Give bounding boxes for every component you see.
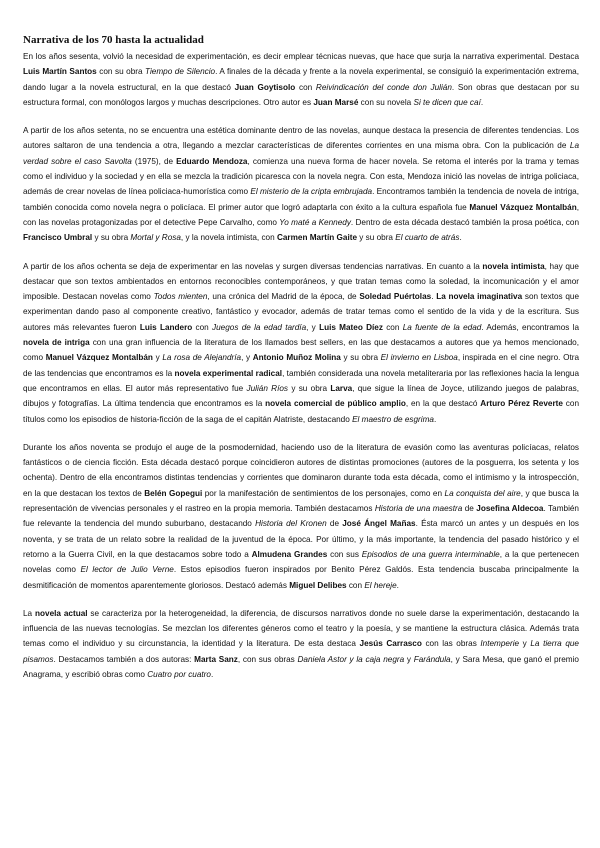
text-run: , comienza una nueva forma de hacer novela. Se retoma el interés por la trama y temas como el individuo y la sociedad y en ella se mezcla la tradición picaresca con la novela negra. Con esta, Mendoza inició las novelas de intriga policiaca, además de crear novelas de línea policiaca-humorística como <box>23 156 580 197</box>
text-run: A partir de los años ochenta se deja de experimentar en las novelas y surgen diversas tendencias narrativas. En cuanto a la <box>23 261 483 271</box>
text-run: . Destacamos también a dos autoras: <box>53 654 195 664</box>
text-run: y su obra <box>92 233 131 243</box>
paragraph <box>23 440 579 593</box>
text-run: y <box>404 654 414 664</box>
italic-text: Reivindicación del conde don Julián <box>315 82 452 92</box>
italic-text: Todos mienten <box>153 292 208 302</box>
text-run: . Además, encontramos la <box>481 322 579 332</box>
italic-text: El maestro de esgrima <box>352 414 434 424</box>
text-run: con <box>346 580 365 590</box>
bold-text: Belén Gopegui <box>144 488 203 498</box>
text-run: , inspirada en el cine negro. Otra de las tendencias que encontramos es la <box>23 353 579 378</box>
italic-text: El invierno en Lisboa <box>380 353 458 363</box>
bold-text: novela intimista <box>482 261 545 271</box>
text-run: y <box>152 353 163 363</box>
text-run: con sus <box>327 549 362 559</box>
text-run: , y <box>306 322 320 332</box>
text-run: y su obra <box>357 233 396 243</box>
text-run: . También fue relevante la tendencia del mundo suburbano, destacando <box>23 504 579 529</box>
italic-text: Yo maté a Kennedy <box>279 217 351 227</box>
bold-text: Manuel Vázquez Montalbán <box>469 202 577 212</box>
bold-text: La novela imaginativa <box>436 292 523 302</box>
bold-text: Soledad Puértolas <box>359 292 432 302</box>
text-run: con títulos como los episodios de historia-ficción de la saga de el capitán Alatriste, destacando <box>23 399 580 424</box>
text-run: de <box>326 519 343 529</box>
document-body <box>23 49 579 682</box>
text-run: con una gran influencia de la literatura de los llamados best sellers, en las que destacamos a autores que ya hemos mencionado, como <box>23 338 579 363</box>
text-run: se caracteriza por la heterogeneidad, la diferencia, de discursos narrativos donde no suele darse la experimentación, destacando la influencia de las nuevas tecnologías. Se mezclan los diferentes géneros como el teatro y la poesía, y se mantiene la estructura clásica. Además trata temas como el individuo y su circunstancia, la identidad y la literatura. De esta destaca <box>23 608 579 649</box>
text-run: . <box>480 97 484 107</box>
bold-text: Marta Sanz <box>194 654 238 664</box>
bold-text: Juan Marsé <box>313 97 359 107</box>
italic-text: Historia del Kronen <box>255 519 327 529</box>
text-run: , a la que pertenecen novelas como <box>23 549 580 575</box>
italic-text: La fuente de la edad <box>402 322 482 332</box>
text-run: con <box>192 322 213 332</box>
bold-text: novela experimental radical <box>174 368 283 378</box>
text-run: . Encontramos también la tendencia de novela de intriga, también conocida como novela negra o policíaca. El primer autor que logró adaptarla con éxito a la cultura española fue <box>23 187 579 212</box>
bold-text: Luis Mateo Díez <box>319 322 383 332</box>
text-run: . A finales de la década y frente a la novela experimental, se consiguió la experimentación extrema, dando lugar a la novela estructural, en la que destacó <box>23 67 579 92</box>
bold-text: José Ángel Mañas <box>342 519 416 529</box>
bold-text: Carmen Martín Gaite <box>276 233 358 243</box>
text-run: , y Sara Mesa, que ganó el premio Anagrama, y escribió obras como <box>23 654 579 679</box>
text-run: A partir de los años setenta, no se encuentra una estética dominante dentro de las novelas, aunque destaca la presencia de diferentes tendencias. Los autores saltaron de una tendencia a otra, llegando a mezclar características de diferentes corrientes en una misma obra. Con la publicación de <box>23 126 579 151</box>
text-run: son textos que experimentan dando paso al componente creativo, fantástico y evocador, además de tratar temas como el sentido de la vida y de la escritura. Sus autores más relevantes fueron <box>23 292 580 332</box>
text-run: y su obra <box>340 353 381 363</box>
text-run: Durante los años noventa se produjo el auge de la posmodernidad, haciendo uso de la literatura de evasión como las aventuras policíacas, relatos fantásticos o de ciencia ficción. Esta década destacó porque coincidieron autores de distintas promociones (autores de la posguerra, los setenta y los ochenta). Dentro de ella encontramos distintas tendencias y corrientes que dominaron durante toda esta década, como el intimismo y la introspección, en la que destacan los textos de <box>23 442 579 498</box>
italic-text: La conquista del aire <box>444 488 521 498</box>
bold-text: Miguel Delibes <box>289 580 347 590</box>
text-run: . <box>396 580 399 590</box>
italic-text: Daniela Astor y la caja negra <box>297 654 405 664</box>
text-run: (1975), de <box>131 156 177 166</box>
italic-text: Episodios de una guerra interminable <box>361 549 500 559</box>
italic-text: La tierra que pisamos <box>23 639 579 664</box>
text-run: , y la novela intimista, con <box>180 233 277 243</box>
text-run: , en la que destacó <box>405 399 481 409</box>
text-run: , y <box>241 353 253 363</box>
text-run: con las obras <box>421 639 481 649</box>
bold-text: Eduardo Mendoza <box>176 156 248 166</box>
italic-text: La verdad sobre el caso Savolta <box>23 141 579 166</box>
italic-text: Si te dicen que caí <box>413 97 481 107</box>
text-run: En los años sesenta, volvió la necesidad de experimentación, es decir emplear técnicas nuevas, que hace que surja la narrativa experimental. Destaca <box>23 52 579 61</box>
paragraph <box>23 259 579 427</box>
italic-text: Juegos de la edad tardía <box>212 322 307 332</box>
bold-text: Josefina Aldecoa <box>476 504 544 514</box>
text-run: con <box>295 82 316 92</box>
text-run: de <box>462 504 477 514</box>
italic-text: El lector de Julio Verne <box>80 565 174 575</box>
italic-text: Mortal y Rosa <box>130 233 181 243</box>
text-run: , también considerada una novela metaliteraria por las reflexiones hacia la lengua que encontramos en ellas. El autor más representativo fue <box>23 368 580 393</box>
italic-text: Cuatro por cuatro <box>147 669 211 679</box>
bold-text: Jesús Carrasco <box>359 639 422 649</box>
text-run: , que sigue la línea de Joyce, utilizando juegos de palabras, dibujos y fotografías. La última tendencia que encontramos es la <box>23 383 579 409</box>
text-run: . <box>210 669 214 679</box>
text-run: con su novela <box>358 97 414 107</box>
italic-text: Historia de una maestra <box>374 504 463 514</box>
text-run: , y que busca la representación de vivencias personales y el rastreo en la propia memoria. También destacamos <box>23 488 579 514</box>
bold-text: Luis Martín Santos <box>23 67 97 77</box>
text-run: La <box>23 608 36 618</box>
text-run: , con sus obras <box>237 654 298 664</box>
bold-text: novela de intriga <box>23 338 90 348</box>
italic-text: Julián Ríos <box>246 383 289 393</box>
bold-text: novela actual <box>35 608 88 618</box>
bold-text: Almudena Grandes <box>251 549 328 559</box>
bold-text: Larva <box>330 383 353 393</box>
bold-text: Juan Goytisolo <box>234 82 296 92</box>
text-run: . <box>431 292 437 302</box>
italic-text: El hereje <box>364 580 397 590</box>
paragraph <box>23 123 579 245</box>
text-run: . Dentro de esta década destacó también la prosa poética, con <box>350 217 579 227</box>
text-run: por la manifestación de sentimientos de los personajes, como en <box>202 488 445 498</box>
paragraph <box>23 49 579 110</box>
italic-text: El cuarto de atrás <box>395 233 460 243</box>
bold-text: Francisco Umbral <box>23 233 93 243</box>
document-title: Narrativa de los 70 hasta la actualidad <box>23 34 204 46</box>
text-run: y <box>519 639 531 649</box>
text-run: . Ésta marcó un antes y un después en los noventa, y se trata de un relato sobre la realidad de la juventud de la época. Por último, y la más importante, la tendencia del pasado histórico y el retorno a la Guerra Civil, en la que destacamos sobre todo a <box>23 519 579 559</box>
bold-text: Antonio Muñoz Molina <box>252 353 341 363</box>
text-run: . <box>459 233 462 243</box>
italic-text: La rosa de Alejandría <box>162 353 242 363</box>
italic-text: El misterio de la cripta embrujada <box>250 187 373 197</box>
bold-text: novela comercial de público amplio <box>265 399 406 409</box>
italic-text: Farándula <box>413 654 451 664</box>
paragraph <box>23 606 579 682</box>
italic-text: Intemperie <box>480 639 520 649</box>
italic-text: Tiempo de Silencio <box>145 67 216 77</box>
bold-text: Luis Landero <box>139 322 193 332</box>
text-run: , hay que destacar que son textos ambientados en entornos reconocibles contemporáneos, y que tratan temas como la soledad, la incomunicación y el amor imposible. Destacan novelas como <box>23 261 579 302</box>
bold-text: Manuel Vázquez Montalbán <box>45 353 153 363</box>
text-run: con su obra <box>96 67 146 77</box>
text-run: . <box>433 414 437 424</box>
text-run: con <box>382 322 403 332</box>
text-run: . Estos episodios fueron inspirados por Benito Pérez Galdós. Esta tendencia buscaba principalmente la desmitificación de momentos aparentemente gloriosos. Destacó además <box>23 565 579 590</box>
text-run: y su obra <box>288 383 331 393</box>
document-page <box>23 33 579 695</box>
text-run: . Son obras que destacan por su estructura formal, con monólogos largos y muchas descripciones. Otro autor es <box>23 82 579 107</box>
text-run: , una crónica del Madrid de la época, de <box>207 292 360 302</box>
bold-text: Arturo Pérez Reverte <box>480 399 563 409</box>
text-run: , con las novelas protagonizadas por el detective Pepe Carvalho, como <box>23 202 579 227</box>
